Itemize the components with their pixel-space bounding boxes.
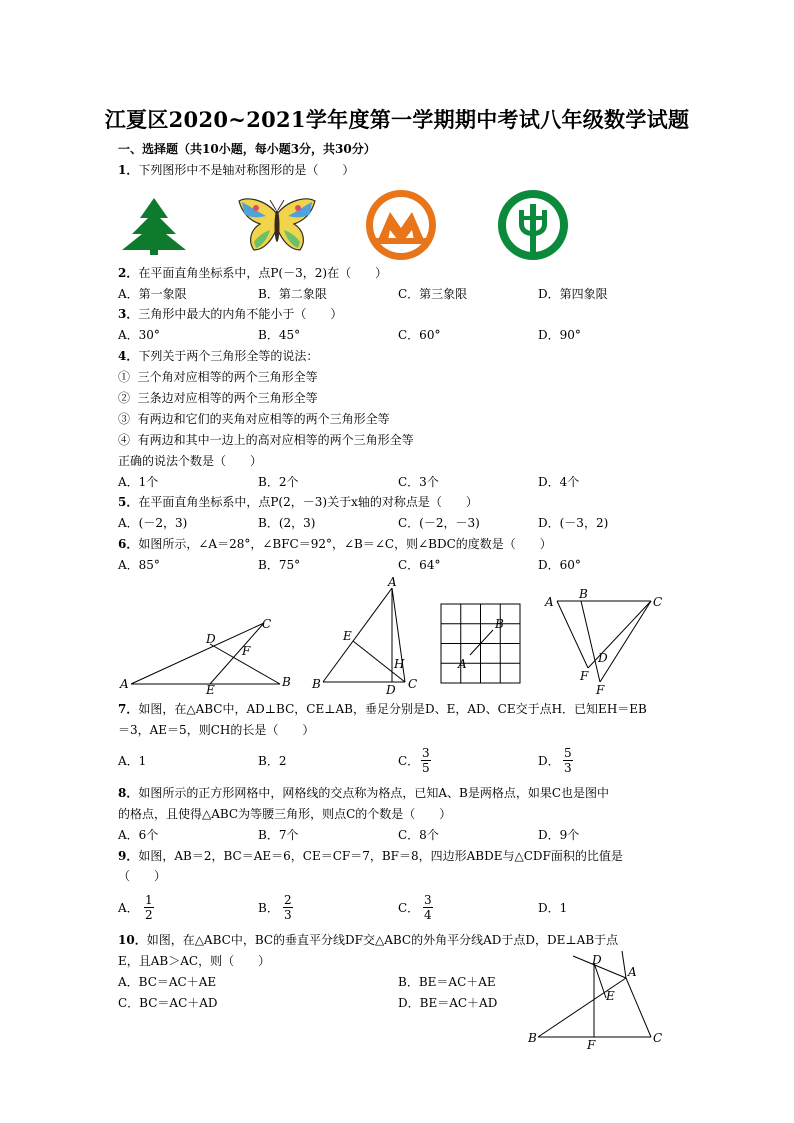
- option-c: C．8个: [398, 828, 439, 842]
- option-a: A．6个: [118, 828, 159, 842]
- option-b: B．第二象限: [258, 287, 327, 301]
- option-a: A．第一象限: [118, 287, 187, 301]
- circled-number: ②: [118, 391, 131, 405]
- option-a: A．1: [118, 754, 147, 768]
- statement-text: 三个角对应相等的两个三角形全等: [137, 370, 318, 384]
- label-b: B: [528, 1031, 537, 1045]
- question-number: 2．: [118, 266, 139, 280]
- option-c: C．BC＝AC＋AD: [118, 996, 218, 1010]
- question-9-line-2: （ ）: [118, 869, 167, 883]
- question-text: 如图，AB＝2，BC＝AE＝6，CE＝CF＝7，BF＝8，四边形ABDE与△CDF面积的比值是: [138, 849, 623, 863]
- label-e: E: [206, 683, 215, 697]
- label-h: H: [394, 657, 405, 671]
- label-f2: F: [596, 683, 605, 697]
- option-b: B．2个: [258, 475, 299, 489]
- option-a: A．: [118, 901, 139, 915]
- label-b: B: [282, 675, 291, 689]
- circled-number: ④: [118, 433, 131, 447]
- question-number: 1．: [118, 163, 139, 177]
- statement-text: 三条边对应相等的两个三角形全等: [137, 391, 318, 405]
- question-number: 5．: [118, 495, 139, 509]
- question-number: 6．: [118, 537, 139, 551]
- label-e: E: [343, 629, 352, 643]
- option-d: D．9个: [538, 828, 580, 842]
- option-a: A．1个: [118, 475, 159, 489]
- page-title: 江夏区2020~2021学年度第一学期期中考试八年级数学试题: [104, 107, 690, 132]
- label-b: B: [495, 617, 504, 631]
- label-a: A: [628, 965, 637, 979]
- question-number: 10．: [118, 933, 147, 947]
- label-c: C: [262, 617, 272, 631]
- numerator: 3: [422, 746, 430, 760]
- option-b: B．(2，3): [258, 516, 316, 530]
- option-a: A．(－2，3): [118, 516, 188, 530]
- question-8-line-2: 的格点，且使得△ABC为等腰三角形，则点C的个数是（ ）: [118, 807, 452, 821]
- denominator: 3: [284, 908, 292, 922]
- label-d: D: [386, 683, 396, 697]
- option-d: D．第四象限: [538, 287, 608, 301]
- label-a: A: [545, 595, 554, 609]
- question-number: 9．: [118, 849, 139, 863]
- question-10-line-2: E，且AB＞AC，则（ ）: [118, 954, 271, 968]
- label-a: A: [458, 657, 467, 671]
- option-a: A．BC＝AC＋AE: [118, 975, 217, 989]
- option-c: C．: [398, 901, 420, 915]
- question-text: 下列关于两个三角形全等的说法：: [138, 349, 319, 363]
- label-c: C: [653, 595, 663, 609]
- statement-text: 有两边和它们的夹角对应相等的两个三角形全等: [137, 412, 390, 426]
- option-d: D．(－3，2): [538, 516, 609, 530]
- option-b: B．BE＝AC＋AE: [398, 975, 496, 989]
- denominator: 5: [422, 761, 430, 775]
- label-a: A: [388, 575, 397, 589]
- question-number: 8．: [118, 786, 139, 800]
- option-a: A．30°: [118, 328, 160, 342]
- option-b: B．2: [258, 754, 287, 768]
- option-b: B．7个: [258, 828, 299, 842]
- option-b: B．: [258, 901, 279, 915]
- statement-text: 有两边和其中一边上的高对应相等的两个三角形全等: [137, 433, 414, 447]
- circled-number: ①: [118, 370, 131, 384]
- option-c: C．60°: [398, 328, 441, 342]
- question-text: 如图，在△ABC中，AD⊥BC，CE⊥AB，垂足分别是D、E，AD、CE交于点H．已知EH＝EB: [138, 702, 647, 716]
- option-c: C．: [398, 754, 420, 768]
- section-heading: 一、选择题（共10小题，每小题3分，共30分）: [118, 142, 376, 156]
- question-number: 7．: [118, 702, 139, 716]
- option-d: D．1: [538, 901, 568, 915]
- option-d: D．BE＝AC＋AD: [398, 996, 498, 1010]
- label-f: F: [587, 1038, 596, 1052]
- label-d: D: [592, 953, 602, 967]
- denominator: 3: [564, 761, 572, 775]
- numerator: 3: [424, 893, 432, 907]
- option-c: C．64°: [398, 558, 441, 572]
- question-7-line-2: ＝3，AE＝5，则CH的长是（ ）: [118, 723, 315, 737]
- denominator: 4: [424, 908, 432, 922]
- option-d: D．: [538, 754, 560, 768]
- label-e: E: [606, 989, 615, 1003]
- option-d: D．90°: [538, 328, 581, 342]
- question-text: 如图，在△ABC中，BC的垂直平分线DF交△ABC的外角平分线AD于点D，DE⊥AB于点: [146, 933, 619, 947]
- option-d: D．4个: [538, 475, 580, 489]
- option-c: C．(－2，－3): [398, 516, 480, 530]
- numerator: 1: [145, 893, 153, 907]
- label-a: A: [120, 677, 129, 691]
- numerator: 2: [284, 893, 292, 907]
- question-text: 下列图形中不是轴对称图形的是（ ）: [138, 163, 355, 177]
- option-d: D．60°: [538, 558, 581, 572]
- denominator: 2: [145, 908, 153, 922]
- label-d: D: [206, 632, 216, 646]
- question-text: 如图所示的正方形网格中，网格线的交点称为格点，已知A、B是两格点，如果C也是图中: [138, 786, 610, 800]
- label-f: F: [242, 644, 251, 658]
- question-number: 3．: [118, 307, 139, 321]
- question-text: 三角形中最大的内角不能小于（ ）: [138, 307, 343, 321]
- question-text: 如图所示，∠A＝28°，∠BFC＝92°，∠B＝∠C，则∠BDC的度数是（ ）: [138, 537, 552, 551]
- label-f: F: [580, 669, 589, 683]
- label-b: B: [312, 677, 321, 691]
- label-c: C: [408, 677, 418, 691]
- option-c: C．3个: [398, 475, 439, 489]
- option-b: B．75°: [258, 558, 301, 572]
- option-c: C．第三象限: [398, 287, 468, 301]
- question-text: 在平面直角坐标系中，点P(－3，2)在（ ）: [138, 266, 388, 280]
- circled-number: ③: [118, 412, 131, 426]
- option-a: A．85°: [118, 558, 160, 572]
- option-b: B．45°: [258, 328, 301, 342]
- label-d: D: [598, 651, 608, 665]
- question-ask: 正确的说法个数是（ ）: [118, 454, 263, 468]
- label-b: B: [579, 587, 588, 601]
- numerator: 5: [564, 746, 572, 760]
- question-text: 在平面直角坐标系中，点P(2，－3)关于x轴的对称点是（ ）: [138, 495, 478, 509]
- label-c: C: [653, 1031, 663, 1045]
- question-number: 4．: [118, 349, 139, 363]
